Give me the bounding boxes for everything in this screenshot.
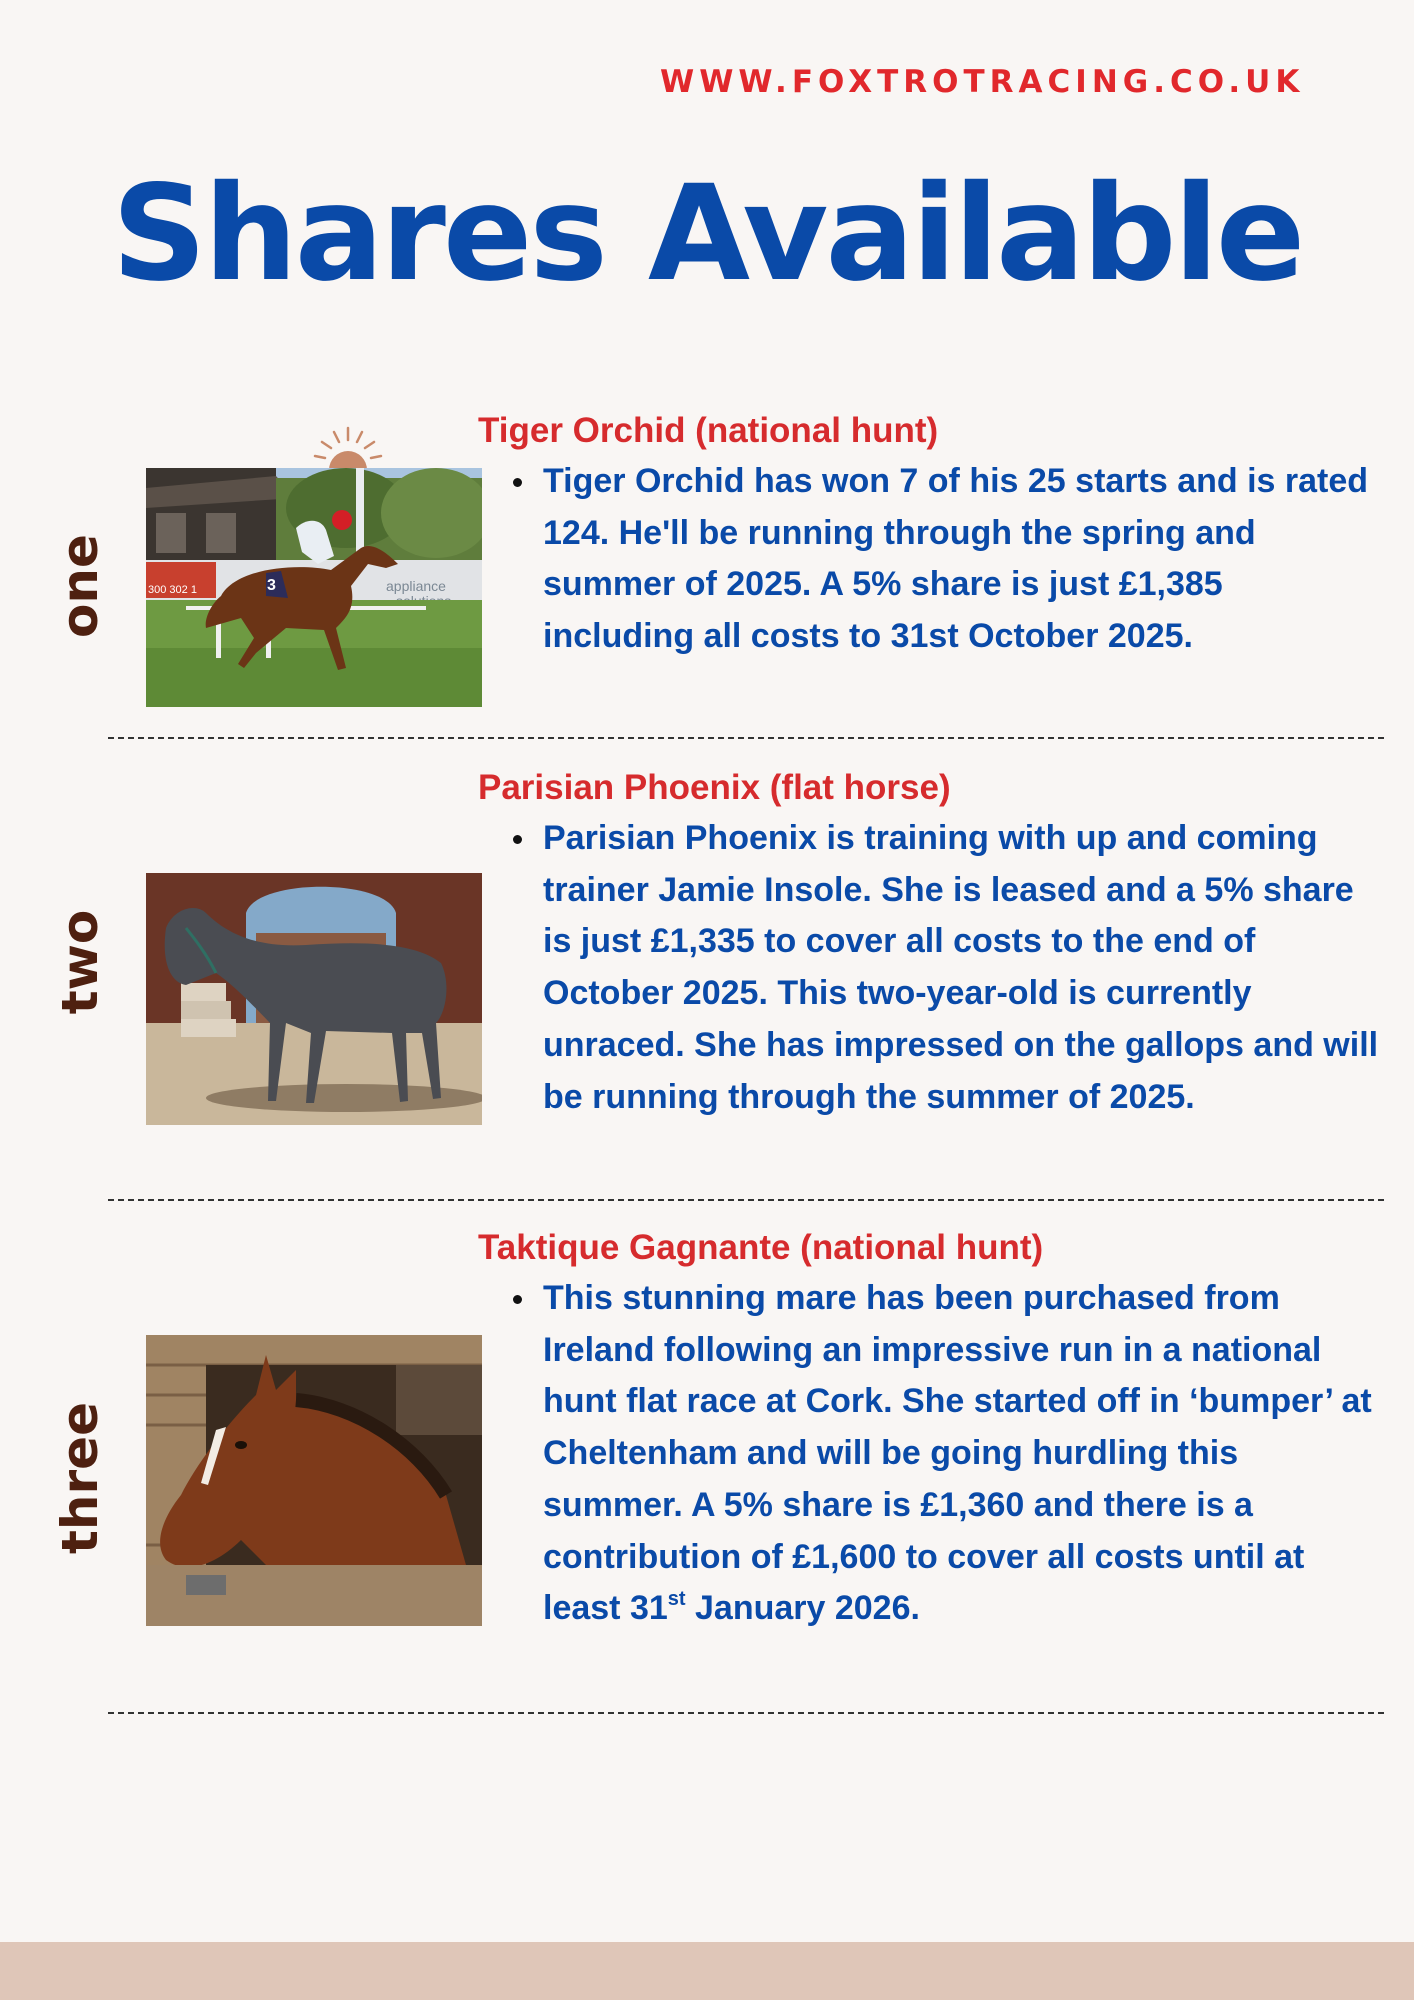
section-label-one: one bbox=[51, 534, 109, 638]
share-description-taktique-gagnante bbox=[543, 1273, 1383, 1635]
share-description-list bbox=[543, 456, 1383, 663]
footer-band bbox=[0, 1942, 1414, 2000]
horse-photo-tiger-orchid bbox=[146, 468, 482, 707]
share-description-list bbox=[543, 1273, 1383, 1635]
horse-photo-parisian-phoenix bbox=[146, 873, 482, 1125]
ordinal-suffix: st bbox=[667, 1588, 686, 1611]
section-divider bbox=[108, 737, 1384, 739]
photo-sponsor-text: appliance bbox=[386, 578, 446, 594]
section-label-three: three bbox=[51, 1402, 109, 1554]
share-description-tiger-orchid: Tiger Orchid has won 7 of his 25 starts and is rated 124. He'll be running through the spring and summer of 2025. A 5% share is just £1,385 including all costs to 31st October 2025. bbox=[543, 456, 1383, 663]
horse-name-parisian-phoenix: Parisian Phoenix (flat horse) bbox=[478, 768, 951, 807]
share-description-parisian-phoenix: Parisian Phoenix is training with up and coming trainer Jamie Insole. She is leased and a 5% share is just £1,335 to cover all costs to the end of October 2025. This two-year-old is currently unraced. She has impressed on the gallops and will be running through the summer of 2025. bbox=[543, 813, 1383, 1123]
section-divider bbox=[108, 1712, 1384, 1714]
website-url: WWW.FOXTROTRACING.CO.UK bbox=[660, 64, 1305, 100]
photo-signage-text: 300 302 1 bbox=[148, 584, 197, 596]
share-description-text: This stunning mare has been purchased from Ireland following an impressive run in a national hunt flat race at Cork. She started off in ‘bumper’ at Cheltenham and will be going hurdling this summer. A 5% share is £1,360 and there is a contribution of £1,600 to cover all costs until at least 31 bbox=[543, 1279, 1372, 1628]
horse-photo-taktique-gagnante bbox=[146, 1335, 482, 1626]
sun-icon bbox=[312, 426, 384, 470]
section-divider bbox=[108, 1199, 1384, 1201]
share-description-text-end: January 2026. bbox=[685, 1589, 920, 1628]
page-title: Shares Available bbox=[111, 157, 1303, 311]
photo-saddlecloth-number: 3 bbox=[267, 577, 276, 594]
section-label-two: two bbox=[51, 909, 109, 1015]
share-description-list bbox=[543, 813, 1383, 1123]
horse-name-tiger-orchid: Tiger Orchid (national hunt) bbox=[478, 411, 939, 450]
horse-name-taktique-gagnante: Taktique Gagnante (national hunt) bbox=[478, 1228, 1044, 1267]
